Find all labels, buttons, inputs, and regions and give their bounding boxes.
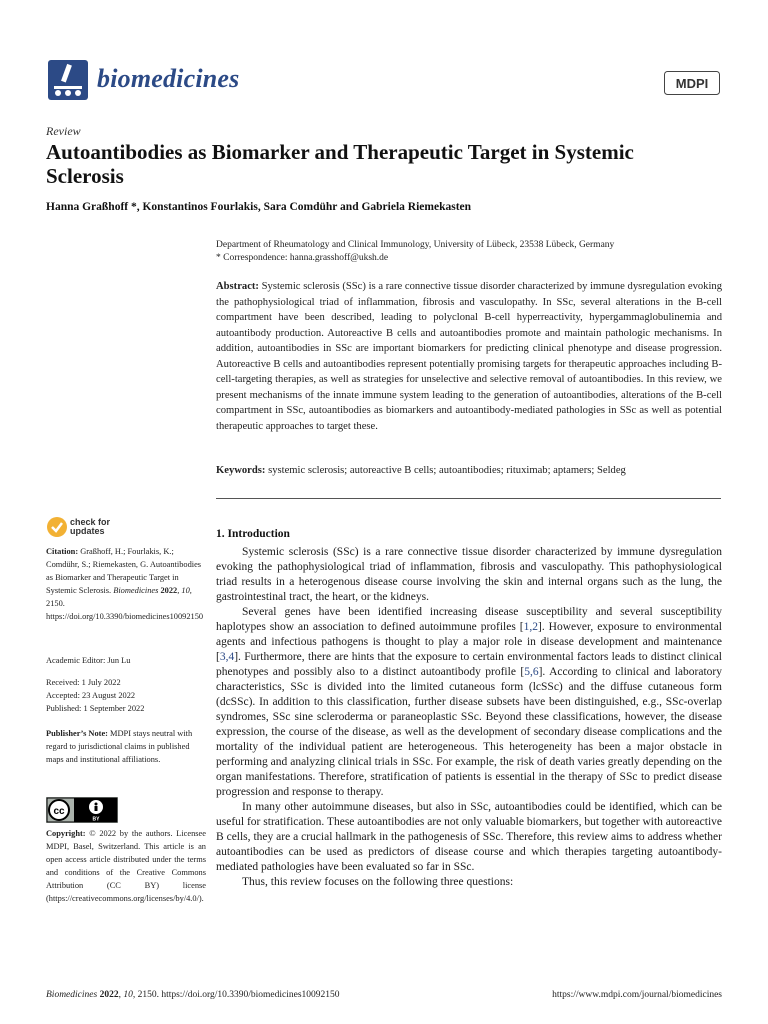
dates-block — [46, 676, 206, 715]
mdpi-logo-text: MDPI — [675, 76, 709, 91]
paragraph-2: Several genes have been identified increasing disease susceptibility and several susceptibility haplotypes show an association to defined autoimmune profiles [1,2]. However, exposure to environmental agents and infectious pathogens is thought to play a major role in disease development and maintenance [3,4]. Furthermore, there are hints that the exposure to certain environmental factors leads to distinct clinical phenotypes and possibly also to a distinct autoantibody profile [5,6]. According to clinical and laboratory characteristics, SSc is divided into the limited cutaneous form (lcSSc) and the diffuse cutaneous form (dcSSc). In addition to this classification, further disease subsets have been distinguished, e.g., SSc-overlap syndromes, SSc sine scleroderma or paraneoplastic SSc. Beyond these classifications, however, the disease expression, the course of the disease, as well as the development of secondary disease complications and the mortality of the individual patient are heterogeneous. This heterogeneity has been a major obstacle in performing and analyzing clinical trials in SSc. For example, the risk of death varies greatly depending on the organ manifestations. Therefore, stratification of patients is essential in the therapy of SSc to predict disease progression and response to therapy. — [216, 606, 722, 798]
abstract-text: Systemic sclerosis (SSc) is a rare connective tissue disorder characterized by immune dysregulation evoking the pathophysiological triad of inflammation, fibrosis and vasculopathy. In SSc, several alterations in the B-cell compartment have been described, leading to polyclonal B-cell hyperreactivity, hypergammaglobulinemia and autoantibody production. Autoreactive B cells and autoantibodies promote and maintain pathologic mechanisms. In addition, autoantibodies in SSc are important biomarkers for predicting clinical phenotype and disease progression. Autoreactive B cells and autoantibodies represent potentially promising targets for therapeutic approaches including B-cell-targeting therapies, as well as strategies for unselective and selective removal of autoantibodies. In this review, we present mechanisms of the innate immune system leading to the generation of autoantibodies, alterations of the B-cell compartment in SSc, autoantibodies as biomarkers and autoantibody-mediated pathologies in SSc as well as potential therapeutic approaches to target these. — [216, 281, 723, 432]
check-updates-line2: updates — [70, 526, 105, 536]
footer-doi[interactable]: , 2150. https://doi.org/10.3390/biomedicines10092150 — [132, 990, 340, 1000]
check-for-updates-icon[interactable] — [46, 516, 68, 538]
cc-by-license-icon[interactable] — [46, 797, 118, 823]
svg-text:cc: cc — [53, 806, 65, 817]
citation-doi[interactable]: , 2150. https://doi.org/10.3390/biomedicines10092150 — [46, 586, 204, 621]
abstract — [216, 279, 722, 434]
correspondence: * Correspondence: hanna.grasshoff@uksh.de — [216, 253, 389, 263]
mdpi-logo-icon — [664, 71, 720, 95]
footer-journal: Biomedicines — [46, 990, 98, 1000]
copyright-text: © 2022 by the authors. Licensee MDPI, Basel, Switzerland. This article is an open access article distributed under the terms and conditions of the Creative Commons Attribution (CC BY) license (https://creativecommons.org/licenses/by/4.0/). — [46, 829, 206, 903]
citation-block: Citation: Graßhoff, H.; Fourlakis, K.; Comdühr, S.; Riemekasten, G. Autoantibodies as Biomarker and Therapeutic Target in Systemic Sclerosis. Biomedicines 2022, 10, 2150. https://doi.org/10.3390/biomedicines10092150 — [46, 547, 204, 621]
citation-link[interactable]: 3,4 — [219, 651, 235, 663]
body-text — [216, 545, 722, 890]
paragraph-3: In many other autoimmune diseases, but also in SSc, autoantibodies could be identified, which can be useful for stratification. These autoantibodies are not only valuable biomarkers, but together with autoreactive B cells, they are a crucial hallmark in the pathogenesis of SSc. Therefore, this review aims to address whether autoantibodies can be used as predictors of disease course and which therapies targeting autoantibody-mediated pathologies have been evaluated so far in SSc. — [216, 801, 722, 873]
citation-journal: Biomedicines — [113, 586, 159, 595]
footer-citation: Biomedicines 2022, 10, 2150. https://doi.org/10.3390/biomedicines10092150 — [46, 990, 340, 1000]
citation-text: Graßhoff, H.; Fourlakis, K.; Comdühr, S.; Riemekasten, G. Autoantibodies as Biomarker and Therapeutic Target in Systemic Sclerosis. — [46, 547, 202, 595]
footer-journal-url[interactable]: https://www.mdpi.com/journal/biomedicines — [552, 990, 722, 1000]
received-date: Received: 1 July 2022 — [46, 678, 121, 687]
copyright-label: Copyright: — [46, 829, 86, 838]
citation-link[interactable]: 1,2 — [523, 621, 538, 633]
affiliation: Department of Rheumatology and Clinical Immunology, University of Lübeck, 23538 Lübeck, Germany — [216, 240, 615, 250]
article-title: Autoantibodies as Biomarker and Therapeutic Target in Systemic Sclerosis — [46, 140, 634, 188]
check-updates-line1: check for — [70, 517, 111, 527]
keywords-text: systemic sclerosis; autoreactive B cells; autoantibodies; rituximab; aptamers; Seldeg — [268, 465, 626, 476]
publishers-note-text: MDPI stays neutral with regard to jurisdictional claims in published maps and institutional affiliations. — [46, 729, 193, 764]
keywords — [216, 465, 722, 476]
copyright-block — [46, 827, 206, 905]
publishers-note-label: Publisher’s Note: — [46, 729, 108, 738]
citation-label: Citation: — [46, 547, 79, 556]
publishers-note — [46, 727, 206, 766]
journal-logo-icon — [46, 58, 90, 102]
keywords-label: Keywords: — [216, 465, 266, 476]
affiliation-block — [216, 239, 726, 265]
section-divider — [216, 498, 721, 499]
abstract-label: Abstract: — [216, 281, 259, 292]
footer-volume: 10 — [123, 990, 133, 1000]
academic-editor: Academic Editor: Jun Lu — [46, 656, 131, 665]
published-date: Published: 1 September 2022 — [46, 704, 145, 713]
paragraph-1: Systemic sclerosis (SSc) is a rare connective tissue disorder characterized by immune dysregulation evoking the pathophysiological triad of inflammation, fibrosis and vasculopathy. This pathophysiological triad results in a heterogenous disease course involving the skin and internal organs such as the lung, the gastrointestinal tract, the heart, or the kidneys. — [216, 546, 722, 603]
author-list: Hanna Graßhoff *, Konstantinos Fourlakis, Sara Comdühr and Gabriela Riemekasten — [46, 201, 472, 213]
footer-year: 2022 — [99, 990, 119, 1000]
citation-volume: 10 — [181, 586, 190, 595]
paragraph-4: Thus, this review focuses on the following three questions: — [242, 876, 514, 888]
journal-name: biomedicines — [97, 64, 240, 93]
section-heading: 1. Introduction — [216, 528, 290, 540]
article-type: Review — [46, 124, 81, 138]
accepted-date: Accepted: 23 August 2022 — [46, 691, 136, 700]
citation-link[interactable]: 5,6 — [524, 666, 539, 678]
citation-year: 2022 — [160, 586, 178, 595]
check-for-updates-label[interactable] — [70, 518, 110, 536]
cc-badge-text: BY — [92, 816, 100, 823]
